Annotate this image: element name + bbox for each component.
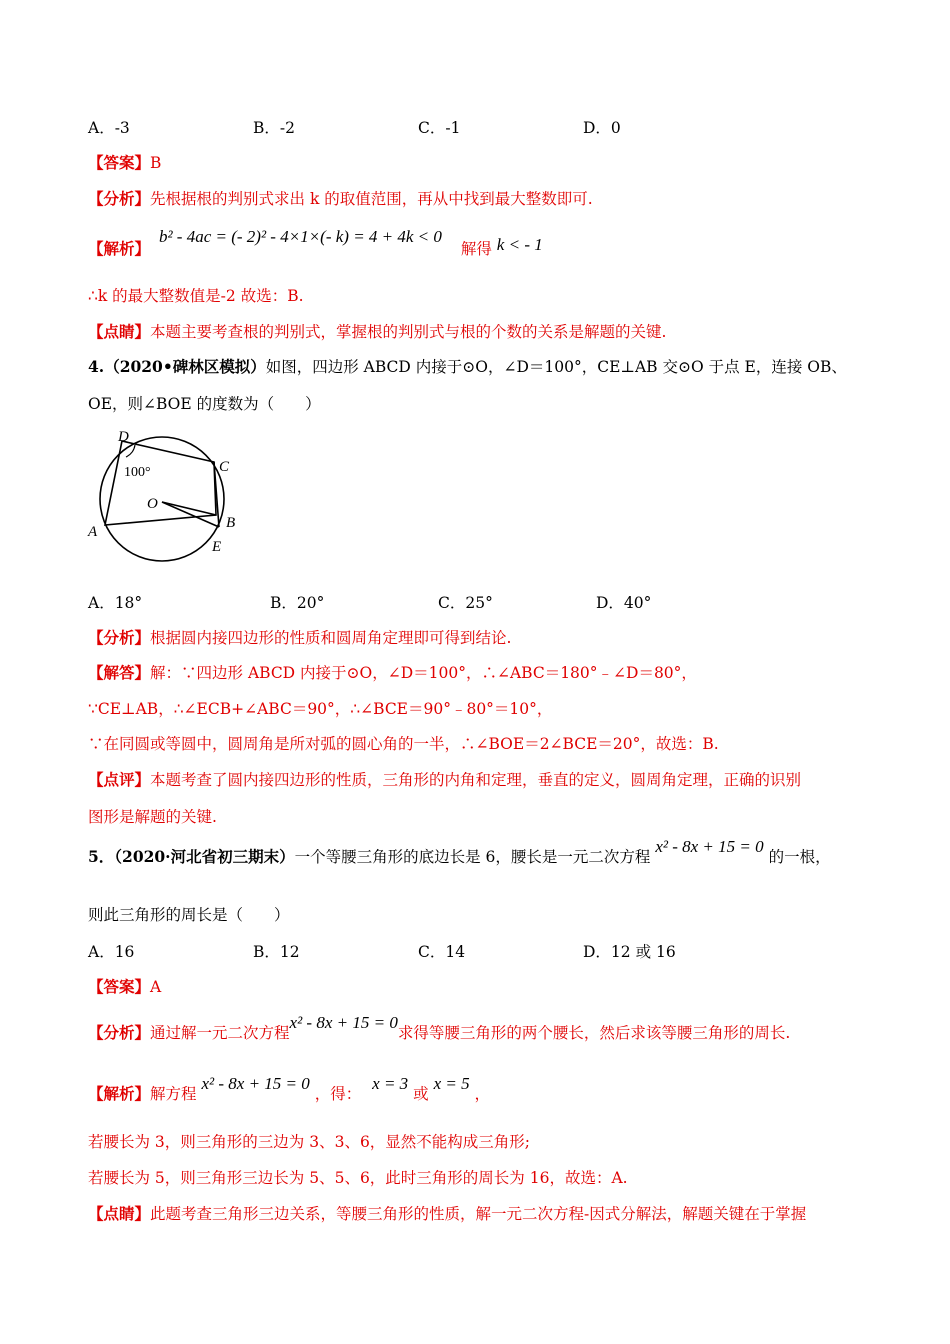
analysis-tag: 【分析】	[88, 1023, 151, 1042]
comment-tag: 【点睛】	[88, 322, 151, 341]
label-c: C	[219, 459, 230, 475]
question-stem: 如图，四边形 ABCD 内接于⊙O，∠D＝100°，CE⊥AB 交⊙O 于点 E，连接 OB、	[265, 358, 847, 376]
q4-solution-line3: ∵在同圆或等圆中，圆周角是所对弧的圆心角的一半，∴∠BOE＝2∠BCE＝20°，故选：B.	[88, 735, 719, 753]
analysis-text: 先根据根的判别式求出 k 的取值范围，再从中找到最大整数即可.	[150, 190, 593, 208]
q5-comment	[88, 1203, 806, 1225]
q3-comment	[88, 321, 666, 343]
q3-option-b[interactable]: B．-2	[253, 119, 295, 137]
analysis-tag: 【分析】	[88, 189, 151, 208]
comment-tag: 【点评】	[88, 770, 151, 789]
q5-case1: 若腰长为 3，则三角形的三边为 3、3、6，显然不能构成三角形;	[88, 1133, 531, 1151]
q5-analysis	[88, 1013, 791, 1044]
answer-tag: 【答案】	[88, 153, 151, 172]
q5-option-d[interactable]: D．12 或 16	[583, 943, 676, 961]
q3-option-d[interactable]: D．0	[583, 119, 621, 137]
quadratic-equation: x² - 8x + 15 = 0	[289, 1013, 398, 1032]
q5-answer	[88, 976, 161, 998]
solution-tag: 【解析】	[88, 239, 151, 258]
q4-option-b[interactable]: B．20°	[270, 594, 325, 612]
label-angle: 100°	[124, 465, 151, 480]
solution-mid-text: 解得	[460, 240, 492, 258]
comment-tag: 【点睛】	[88, 1204, 151, 1223]
label-d: D	[118, 429, 129, 445]
question-stem-end: 的一根，	[768, 848, 831, 866]
q3-option-a[interactable]: A．-3	[88, 119, 130, 137]
q4-option-d[interactable]: D．40°	[596, 594, 652, 612]
q5-case2: 若腰长为 5，则三角形三边长为 5、5、6，此时三角形的周长为 16，故选：A.	[88, 1169, 628, 1187]
q4-analysis	[88, 627, 511, 649]
q4-solution-line2: ∵CE⊥AB，∴∠ECB+∠ABC＝90°，∴∠BCE＝90°﹣80°＝10°，	[88, 700, 553, 718]
q3-option-c[interactable]: C．-1	[418, 119, 461, 137]
analysis-tag: 【分析】	[88, 628, 151, 647]
solution-text: 解：∵四边形 ABCD 内接于⊙O，∠D＝100°，∴∠ABC＝180°﹣∠D＝80°，	[150, 664, 697, 682]
label-a: A	[88, 524, 98, 540]
root-one: x = 3	[372, 1074, 409, 1093]
q5-stem-line2: 则此三角形的周长是（ ）	[88, 906, 290, 924]
analysis-text: 根据圆内接四边形的性质和圆周角定理即可得到结论.	[150, 629, 512, 647]
q3-solution	[88, 227, 543, 258]
discriminant-formula: b² - 4ac = (- 2)² - 4×1×(- k) = 4 + 4k < 0	[158, 227, 442, 246]
label-o: O	[147, 496, 158, 512]
root-two: x = 5	[433, 1074, 470, 1093]
q4-solution-line1	[88, 662, 697, 684]
q4-stem-line1	[88, 356, 847, 378]
q3-answer	[88, 152, 161, 174]
comment-text: 本题考查了圆内接四边形的性质，三角形的内角和定理，垂直的定义，圆周角定理，正确的识别	[150, 771, 802, 789]
solution-tag: 【解析】	[88, 1084, 151, 1103]
question-source: （2020·河北省初三期末）	[114, 847, 295, 866]
q4-comment-line1	[88, 769, 801, 791]
label-e: E	[212, 539, 222, 555]
solution-text-a: 解方程	[150, 1085, 197, 1103]
question-number: 5．	[88, 847, 115, 866]
q3-conclusion: ∴k 的最大整数值是-2 故选：B.	[88, 287, 304, 305]
answer-value: B	[150, 154, 162, 172]
q3-analysis	[88, 188, 593, 210]
solution-text-c: ，	[474, 1085, 491, 1103]
analysis-text-b: 求得等腰三角形的两个腰长，然后求该等腰三角形的周长.	[397, 1024, 791, 1042]
answer-tag: 【答案】	[88, 977, 151, 996]
solution-text-b: ，得：	[314, 1085, 362, 1103]
q4-option-c[interactable]: C．25°	[438, 594, 493, 612]
question-number: 4.	[88, 357, 105, 376]
q5-stem-line1	[88, 837, 831, 868]
label-b: B	[226, 515, 236, 531]
quadrilateral-abcd	[105, 441, 216, 525]
comment-text: 本题主要考查根的判别式，掌握根的判别式与根的个数的关系是解题的关键.	[150, 323, 667, 341]
q5-option-c[interactable]: C．14	[418, 943, 466, 961]
quadratic-equation: x² - 8x + 15 = 0	[201, 1074, 310, 1093]
answer-value: A	[150, 978, 162, 996]
solution-or: 或	[413, 1085, 429, 1103]
q5-option-b[interactable]: B．12	[253, 943, 300, 961]
q4-figure	[85, 424, 245, 564]
q4-option-a[interactable]: A．18°	[88, 594, 143, 612]
q4-comment-line2: 图形是解题的关键.	[88, 808, 217, 826]
k-range: k < - 1	[496, 235, 543, 254]
question-source: （2020•碑林区模拟）	[104, 357, 266, 376]
analysis-text-a: 通过解一元二次方程	[150, 1024, 290, 1042]
question-stem: 一个等腰三角形的底边长是 6，腰长是一元二次方程	[294, 848, 651, 866]
solution-tag: 【解答】	[88, 663, 151, 682]
comment-text: 此题考查三角形三边关系，等腰三角形的性质，解一元二次方程-因式分解法，解题关键在于掌握	[150, 1205, 807, 1223]
q5-solution	[88, 1074, 491, 1105]
q5-option-a[interactable]: A．16	[88, 943, 135, 961]
q4-stem-line2: OE，则∠BOE 的度数为（ ）	[88, 395, 321, 413]
segment-oe	[162, 502, 219, 527]
quadratic-equation: x² - 8x + 15 = 0	[655, 837, 764, 856]
